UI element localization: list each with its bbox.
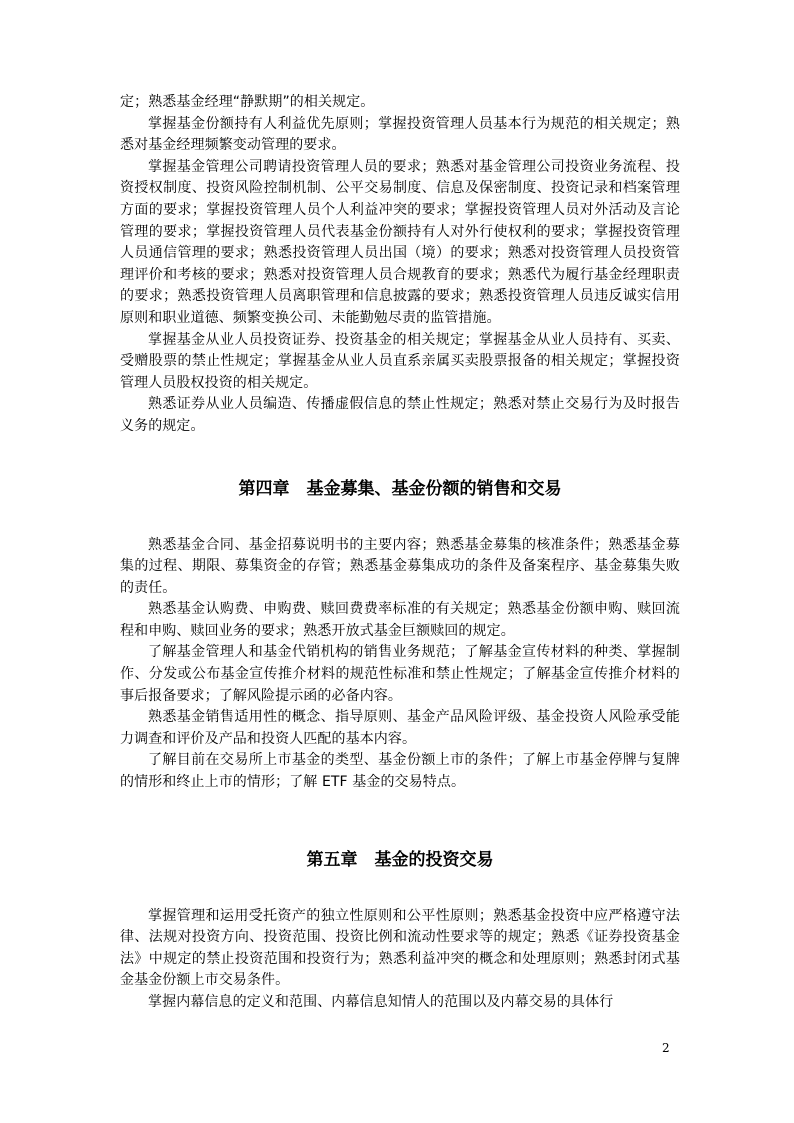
paragraph: 掌握管理和运用受托资产的独立性原则和公平性原则；熟悉基金投资中应严格遵守法律、法规对投资方向、投资范围、投资比例和流动性要求等的规定；熟悉《证券投资基金法》中规定的禁止投资范围和投资行为；熟悉利益冲突的概念和处理原则；熟悉封闭式基金基金份额上市交易条件。 (120, 907, 680, 989)
paragraph: 熟悉证券从业人员编造、传播虚假信息的禁止性规定；熟悉对禁止交易行为及时报告义务的规定。 (120, 396, 680, 434)
document-body (120, 92, 680, 1014)
paragraph: 熟悉基金合同、基金招募说明书的主要内容；熟悉基金募集的核准条件；熟悉基金募集的过程、期限、募集资金的存管；熟悉基金募集成功的条件及备案程序、基金募集失败的责任。 (120, 536, 680, 596)
paragraph: 掌握基金份额持有人利益优先原则；掌握投资管理人员基本行为规范的相关规定；熟悉对基金经理频繁变动管理的要求。 (120, 115, 680, 154)
paragraph: 了解基金管理人和基金代销机构的销售业务规范；了解基金宣传材料的种类、掌握制作、分发或公布基金宣传推介材料的规范性标准和禁止性规定；了解基金宣传推介材料的事后报备要求；了解风险提示函的必备内容。 (120, 644, 680, 704)
page-number: 2 (662, 1041, 670, 1055)
paragraph: 了解目前在交易所上市基金的类型、基金份额上市的条件；了解上市基金停牌与复牌的情形和终止上市的情形；了解 ETF 基金的交易特点。 (120, 752, 680, 791)
paragraph: 掌握基金从业人员投资证券、投资基金的相关规定；掌握基金从业人员持有、买卖、受赠股票的禁止性规定；掌握基金从业人员直系亲属买卖股票报备的相关规定；掌握投资管理人员股权投资的相关规定。 (120, 331, 680, 391)
paragraph: 熟悉基金销售适用性的概念、指导原则、基金产品风险评级、基金投资人风险承受能力调查和评价及产品和投资人匹配的基本内容。 (120, 709, 680, 747)
paragraph: 掌握基金管理公司聘请投资管理人员的要求；熟悉对基金管理公司投资业务流程、投资授权制度、投资风险控制机制、公平交易制度、信息及保密制度、投资记录和档案管理方面的要求；掌握投资管理人员个人利益冲突的要求；掌握投资管理人员对外活动及言论管理的要求；掌握投资管理人员代表基金份额持有人对外行使权利的要求；掌握投资管理人员通信管理的要求；熟悉投资管理人员出国（境）的要求；熟悉对投资管理人员投资管理评价和考核的要求；熟悉对投资管理人员合规教育的要求；熟悉代为履行基金经理职责的要求；熟悉投资管理人员离职管理和信息披露的要求；熟悉投资管理人员违反诚实信用原则和职业道德、频繁变换公司、未能勤勉尽责的监管措施。 (120, 158, 680, 326)
paragraph: 掌握内幕信息的定义和范围、内幕信息知情人的范围以及内幕交易的具体行 (148, 994, 614, 1010)
chapter-4-title: 第四章 基金募集、基金份额的销售和交易 (238, 478, 562, 499)
paragraph: 熟悉基金认购费、申购费、赎回费费率标准的有关规定；熟悉基金份额申购、赎回流程和申购、赎回业务的要求；熟悉开放式基金巨额赎回的规定。 (120, 601, 680, 639)
paragraph-continuation: 定；熟悉基金经理“静默期”的相关规定。 (120, 94, 375, 110)
chapter-5-title: 第五章 基金的投资交易 (306, 849, 494, 870)
